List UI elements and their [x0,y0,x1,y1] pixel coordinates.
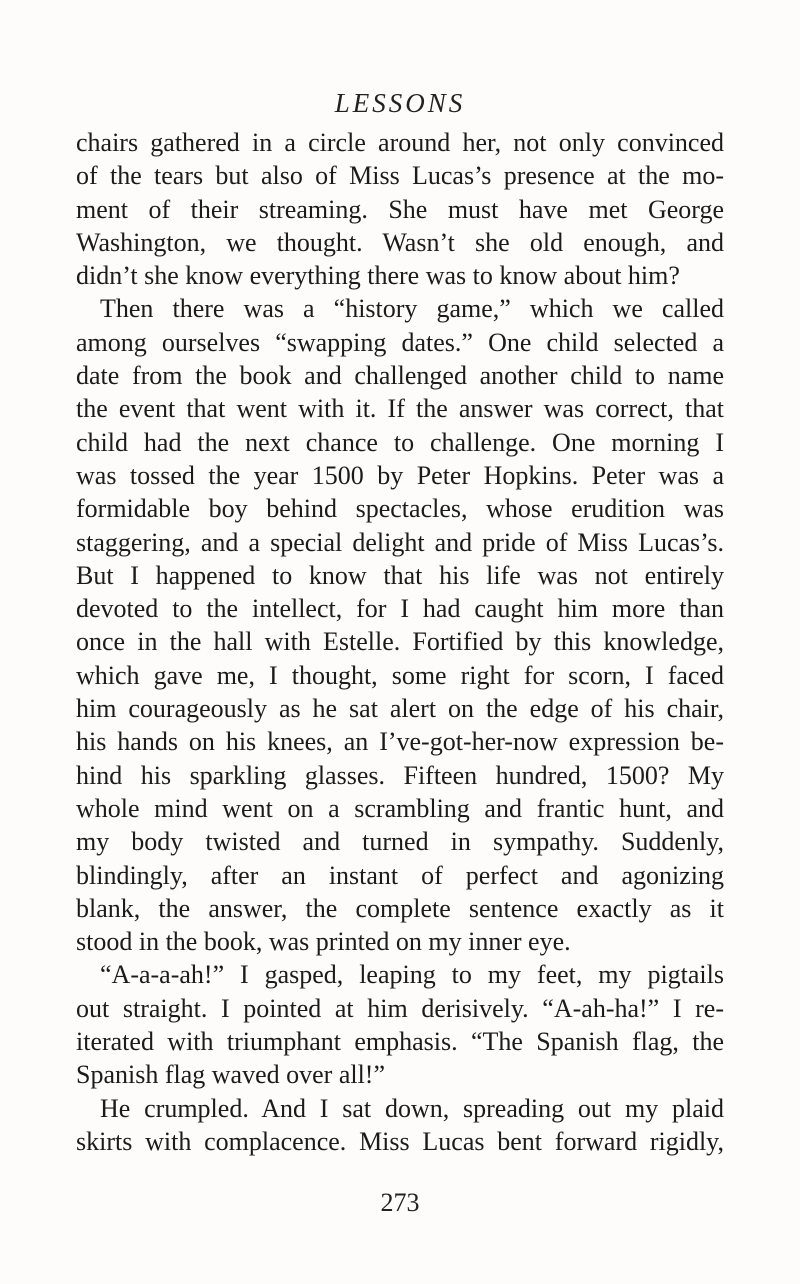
text-line: Washington, we thought. Wasn’t she old enough, and [76,227,724,257]
text-line: was tossed the year 1500 by Peter Hopkins. Peter was a [76,460,724,490]
text-line: child had the next chance to challenge. One morning I [76,427,724,457]
text-line: He crumpled. And I sat down, spreading out my plaid [100,1093,724,1123]
text-line: “A-a-a-ah!” I gasped, leaping to my feet, my pigtails [100,960,724,990]
text-line: his hands on his knees, an I’ve-got-her-now expression be- [76,727,724,757]
body-text [76,126,724,1158]
text-line: But I happened to know that his life was not entirely [76,560,724,590]
text-line: devoted to the intellect, for I had caught him more than [76,594,724,624]
text-line: once in the hall with Estelle. Fortified by this knowledge, [76,627,724,657]
text-line: my body twisted and turned in sympathy. Suddenly, [76,827,724,857]
text-line: whole mind went on a scrambling and frantic hunt, and [76,793,724,823]
text-line: him courageously as he sat alert on the edge of his chair, [76,694,724,724]
text-line: formidable boy behind spectacles, whose erudition was [76,494,724,524]
text-line: didn’t she know everything there was to know about him? [76,261,680,291]
page-number: 273 [380,1188,420,1217]
text-line: the event that went with it. If the answer was correct, that [76,394,724,424]
text-line: out straight. I pointed at him derisively. “A-ah-ha!” I re- [76,993,724,1023]
text-line: iterated with triumphant emphasis. “The Spanish flag, the [76,1027,724,1057]
text-line: staggering, and a special delight and pride of Miss Lucas’s. [76,527,724,557]
text-line: hind his sparkling glasses. Fifteen hundred, 1500? My [76,760,724,790]
text-line: blindingly, after an instant of perfect and agonizing [76,860,724,890]
text-line: ment of their streaming. She must have met George [76,194,724,224]
text-line: date from the book and challenged another child to name [76,361,724,391]
text-line: of the tears but also of Miss Lucas’s presence at the mo- [76,161,724,191]
text-line: among ourselves “swapping dates.” One child selected a [76,327,724,357]
text-line: stood in the book, was printed on my inner eye. [76,927,571,957]
text-line: which gave me, I thought, some right for scorn, I faced [76,660,724,690]
running-head: LESSONS [334,88,466,118]
text-line: chairs gathered in a circle around her, not only convinced [76,128,724,157]
text-line: Spanish flag waved over all!” [76,1060,386,1090]
text-line: blank, the answer, the complete sentence exactly as it [76,893,724,923]
text-line: skirts with complacence. Miss Lucas bent forward rigidly, [76,1126,724,1156]
text-line: Then there was a “history game,” which we called [100,294,724,324]
